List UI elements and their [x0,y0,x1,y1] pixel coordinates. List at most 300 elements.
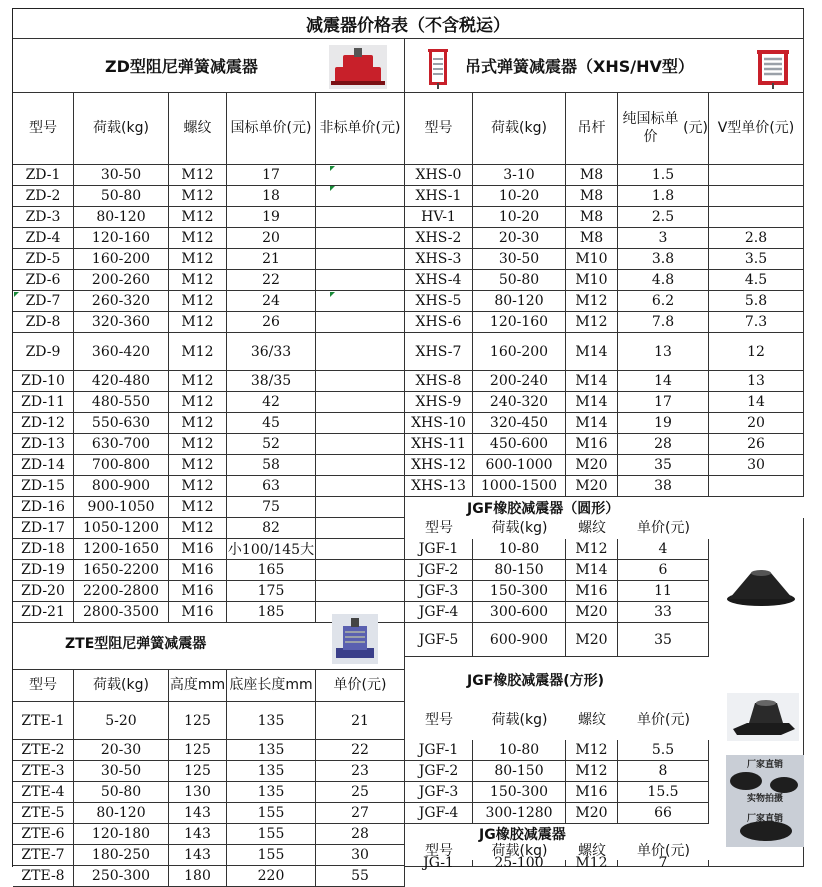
zd-row-cell [316,207,405,228]
zd-row-cell: 2800-3500 [74,602,169,623]
price-table [12,8,804,884]
zd-row-cell: 50-80 [74,186,169,207]
jgf-round-rubber-photo [725,565,797,607]
zd-row-cell: M12 [169,455,227,476]
xhs-row-cell: M10 [566,249,618,270]
xhs-row-cell: 10-20 [473,186,566,207]
jg-row-cell: M12 [566,860,618,867]
page-title: 减震器价格表（不含税运） [13,9,804,39]
zd-row-cell [316,581,405,602]
xhs-row-cell: 2.5 [618,207,709,228]
zd-row-cell [316,518,405,539]
header-label: (元) [286,119,312,136]
jgf-square-row-cell: M12 [566,761,618,782]
jgf-round-row-cell: 150-300 [473,581,566,602]
xhs-row-cell: XHS-7 [405,333,473,371]
xhs-row-cell: 1.5 [618,165,709,186]
zd-column-header [316,93,405,165]
zd-row-cell [316,476,405,497]
zte-row-cell: 20-30 [74,740,169,761]
zte-row-cell: 30-50 [74,761,169,782]
zd-row-cell: 1650-2200 [74,560,169,581]
zd-row-cell: 320-360 [74,312,169,333]
zd-row-cell: ZD-14 [13,455,74,476]
xhs-column-header [566,93,618,165]
zd-row-cell [316,413,405,434]
zd-row-cell: M12 [169,186,227,207]
jg-row-cell: JG-1 [405,860,473,867]
xhs-row-cell: 50-80 [473,270,566,291]
zte-column-header: 单价(元) [316,670,405,702]
zd-row-cell: ZD-3 [13,207,74,228]
zd-row-cell: M16 [169,539,227,560]
xhs-row-cell: XHS-2 [405,228,473,249]
jgf-square-column-header: 单价(元) [637,712,690,729]
jgf-round-column-header: 荷载(kg) [491,519,548,536]
zd-row-cell [316,497,405,518]
zd-row-cell: 38/35 [227,371,316,392]
xhs-row-cell: 6.2 [618,291,709,312]
zd-row-cell: 18 [227,186,316,207]
jg-row-cell: 7 [618,860,709,867]
zte-row-cell: 135 [227,782,316,803]
jgf-round-row-cell: 10-80 [473,539,566,560]
zd-row-cell: M12 [169,207,227,228]
zd-row-cell: ZD-21 [13,602,74,623]
zd-row-cell: 360-420 [74,333,169,371]
jgf-square-row-cell: 15.5 [618,782,709,803]
zd-row-cell: M16 [169,581,227,602]
zte-section-title: ZTE型阻尼弹簧减震器 [13,623,405,670]
zd-row-cell: 22 [227,270,316,291]
xhs-row-cell: 30 [709,455,804,476]
xhs-row-cell: M14 [566,333,618,371]
zte-row-cell: 23 [316,761,405,782]
jgf-round-row-cell: M16 [566,581,618,602]
xhs-row-cell: M8 [566,165,618,186]
zd-column-header [227,93,316,165]
zte-row-cell: 135 [227,702,316,740]
jgf-square-column-header: 荷载(kg) [491,712,548,729]
zd-row-cell: 21 [227,249,316,270]
zd-damper-photo [329,45,387,89]
zd-row-cell: ZD-18 [13,539,74,560]
jgf-round-section-title: JGF橡胶减震器（圆形） [467,500,620,517]
jgf-square-row-cell: M20 [566,803,618,824]
zte-row-cell: 55 [316,866,405,887]
zd-row-cell: M12 [169,165,227,186]
jgf-square-row-cell: JGF-3 [405,782,473,803]
xhs-row-cell: 2.8 [709,228,804,249]
jgf-round-row-cell: JGF-1 [405,539,473,560]
jgf-round-row-cell: 80-150 [473,560,566,581]
zd-row-cell: 550-630 [74,413,169,434]
xhs-row-cell: XHS-5 [405,291,473,312]
jgf-round-row-cell: M20 [566,623,618,657]
header-label: (元) [375,119,401,136]
jgf-square-row-cell: M12 [566,740,618,761]
header-label: (元) [769,119,795,136]
zd-row-cell: 75 [227,497,316,518]
xhs-row-cell: 5.8 [709,291,804,312]
xhs-row-cell [709,186,804,207]
xhs-row-cell: 20-30 [473,228,566,249]
zd-row-cell: ZD-6 [13,270,74,291]
zd-row-cell: 58 [227,455,316,476]
jgf-square-row-cell: JGF-4 [405,803,473,824]
zd-row-cell: M12 [169,413,227,434]
zd-row-cell: M12 [169,291,227,312]
zd-row-cell: 2200-2800 [74,581,169,602]
zd-row-cell: 165 [227,560,316,581]
zd-row-cell: M12 [169,476,227,497]
header-label: 型号 [424,119,453,136]
zte-row-cell: ZTE-8 [13,866,74,887]
zd-row-cell: M12 [169,228,227,249]
zd-row-cell: ZD-16 [13,497,74,518]
zte-row-cell: ZTE-5 [13,803,74,824]
zd-row-cell: M12 [169,371,227,392]
zd-row-cell: ZD-4 [13,228,74,249]
xhs-row-cell: 28 [618,434,709,455]
zte-row-cell: 21 [316,702,405,740]
zd-row-cell: ZD-13 [13,434,74,455]
xhs-row-cell: 13 [709,371,804,392]
photo-caption: 实物拍摄 [746,794,783,804]
zd-row-cell [316,270,405,291]
xhs-row-cell: M20 [566,476,618,497]
zd-row-cell [316,228,405,249]
xhs-row-cell: M10 [566,270,618,291]
jg-column-header: 荷载(kg) [491,842,548,859]
zd-row-cell: 200-260 [74,270,169,291]
header-label: 吊杆 [577,119,606,136]
jgf-round-row-cell: 35 [618,623,709,657]
zd-row-cell: M12 [169,249,227,270]
jgf-round-row-cell: 11 [618,581,709,602]
jgf-round-row-cell: JGF-4 [405,602,473,623]
xhs-row-cell: 600-1000 [473,455,566,476]
header-label: 纯国标单价 [622,111,679,145]
zd-row-cell: ZD-11 [13,392,74,413]
zd-row-cell [316,333,405,371]
jgf-square-row-cell: 5.5 [618,740,709,761]
xhs-row-cell: M8 [566,228,618,249]
jgf-round-row-cell: M20 [566,602,618,623]
zd-row-cell: M12 [169,333,227,371]
header-label: 螺纹 [183,119,212,136]
zte-row-cell: ZTE-6 [13,824,74,845]
jgf-round-row-cell: JGF-2 [405,560,473,581]
xhs-row-cell: XHS-1 [405,186,473,207]
zte-row-cell: 155 [227,803,316,824]
zte-row-cell: 143 [169,845,227,866]
xhs-hanger-photo-left [427,47,449,89]
zd-row-cell: ZD-9 [13,333,74,371]
zte-row-cell: 125 [169,740,227,761]
zd-row-cell [316,312,405,333]
header-label: 荷载(kg) [491,119,547,136]
zte-row-cell: ZTE-2 [13,740,74,761]
zd-row-cell: 30-50 [74,165,169,186]
header-label: 荷载(kg) [93,119,149,136]
xhs-row-cell: 4.5 [709,270,804,291]
zte-row-cell: 25 [316,782,405,803]
zd-row-cell [316,392,405,413]
xhs-row-cell: 450-600 [473,434,566,455]
xhs-row-cell: XHS-10 [405,413,473,434]
xhs-row-cell: XHS-8 [405,371,473,392]
xhs-row-cell: 14 [709,392,804,413]
zd-row-cell: 52 [227,434,316,455]
xhs-row-cell: 160-200 [473,333,566,371]
xhs-hanger-photo-right [755,47,791,89]
zte-row-cell: 125 [169,761,227,782]
jgf-round-row-cell: 4 [618,539,709,560]
jgf-square-row-cell: M16 [566,782,618,803]
comment-marker-icon [330,292,335,297]
xhs-row-cell: XHS-11 [405,434,473,455]
xhs-row-cell [709,207,804,228]
xhs-row-cell: 7.8 [618,312,709,333]
zd-row-cell: 1050-1200 [74,518,169,539]
xhs-row-cell: XHS-6 [405,312,473,333]
zd-row-cell: 260-320 [74,291,169,312]
zte-row-cell: 5-20 [74,702,169,740]
xhs-row-cell: 38 [618,476,709,497]
xhs-row-cell: 3.8 [618,249,709,270]
zd-row-cell [316,560,405,581]
zd-row-cell: ZD-15 [13,476,74,497]
xhs-row-cell: M14 [566,392,618,413]
zd-row-cell: 175 [227,581,316,602]
zd-row-cell: 26 [227,312,316,333]
zd-row-cell [316,539,405,560]
zd-row-cell: M16 [169,560,227,581]
zd-column-header [74,93,169,165]
jg-section-title: JG橡胶减震器 [479,826,566,843]
zd-row-cell: 42 [227,392,316,413]
zte-row-cell: 180 [169,866,227,887]
zd-row-cell: ZD-17 [13,518,74,539]
zd-row-cell: M12 [169,312,227,333]
zd-row-cell: ZD-8 [13,312,74,333]
zte-column-header: 型号 [13,670,74,702]
zd-row-cell: 80-120 [74,207,169,228]
photo-caption: 厂家直销 [746,760,783,770]
jgf-square-row-cell: 8 [618,761,709,782]
xhs-row-cell: M14 [566,371,618,392]
xhs-row-cell: HV-1 [405,207,473,228]
xhs-row-cell: 26 [709,434,804,455]
jgf-round-row-cell: JGF-3 [405,581,473,602]
xhs-row-cell: 1000-1500 [473,476,566,497]
jgf-square-row-cell: JGF-2 [405,761,473,782]
zd-row-cell: 420-480 [74,371,169,392]
zte-row-cell: ZTE-3 [13,761,74,782]
jgf-round-row-cell: M14 [566,560,618,581]
zd-row-cell: 63 [227,476,316,497]
xhs-row-cell: 10-20 [473,207,566,228]
xhs-row-cell: 320-450 [473,413,566,434]
jgf-square-row-cell: 300-1280 [473,803,566,824]
xhs-row-cell: 30-50 [473,249,566,270]
zte-row-cell: 135 [227,740,316,761]
xhs-row-cell: 4.8 [618,270,709,291]
xhs-row-cell: 1.8 [618,186,709,207]
xhs-row-cell: M14 [566,413,618,434]
zte-row-cell: 80-120 [74,803,169,824]
jg-column-header: 型号 [425,842,453,859]
zte-row-cell: 22 [316,740,405,761]
zd-row-cell: 1200-1650 [74,539,169,560]
zte-column-header: 荷载(kg) [74,670,169,702]
zd-row-cell: 480-550 [74,392,169,413]
jgf-round-column-header: 单价(元) [637,519,690,536]
jgf-round-column-header: 型号 [425,519,453,536]
zd-row-cell [316,249,405,270]
zd-row-cell: 160-200 [74,249,169,270]
zd-row-cell: 24 [227,291,316,312]
zd-row-cell: 120-160 [74,228,169,249]
zte-row-cell: 125 [169,702,227,740]
zte-row-cell: 28 [316,824,405,845]
zd-row-cell: 45 [227,413,316,434]
xhs-row-cell: 240-320 [473,392,566,413]
zte-row-cell: 143 [169,824,227,845]
jgf-round-row-cell: 600-900 [473,623,566,657]
jgf-round-row-cell: JGF-5 [405,623,473,657]
zd-section-title: ZD型阻尼弹簧减震器 [13,39,405,93]
jgf-square-row-cell: JGF-1 [405,740,473,761]
zd-column-header [13,93,74,165]
zd-row-cell: 20 [227,228,316,249]
zd-row-cell: 185 [227,602,316,623]
zte-row-cell: ZTE-4 [13,782,74,803]
xhs-row-cell: XHS-3 [405,249,473,270]
jgf-round-row-cell: 33 [618,602,709,623]
zd-row-cell: ZD-10 [13,371,74,392]
zd-row-cell: ZD-5 [13,249,74,270]
zte-row-cell: 135 [227,761,316,782]
zd-row-cell [316,455,405,476]
jg-column-header: 螺纹 [578,842,606,859]
xhs-row-cell: 13 [618,333,709,371]
zte-column-header: 底座长度mm [227,670,316,702]
header-label: 国标单价 [230,119,287,136]
zd-row-cell: M12 [169,518,227,539]
zd-row-cell: 82 [227,518,316,539]
xhs-row-cell: 14 [618,371,709,392]
zte-row-cell: 130 [169,782,227,803]
zd-row-cell: ZD-19 [13,560,74,581]
zd-row-cell: M12 [169,434,227,455]
zd-row-cell: M12 [169,270,227,291]
zd-row-cell: 630-700 [74,434,169,455]
zd-row-cell: ZD-12 [13,413,74,434]
zd-row-cell: ZD-7 [13,291,74,312]
xhs-row-cell: XHS-12 [405,455,473,476]
zte-damper-photo [332,614,378,664]
zte-row-cell: 180-250 [74,845,169,866]
xhs-row-cell: XHS-9 [405,392,473,413]
xhs-column-header [618,93,709,165]
xhs-row-cell: M20 [566,455,618,476]
zte-row-cell: 155 [227,845,316,866]
xhs-row-cell: M12 [566,291,618,312]
zd-row-cell: M12 [169,497,227,518]
comment-marker-icon [330,186,335,191]
jgf-square-section-title: JGF橡胶减震器(方形) [467,672,605,689]
zd-row-cell: 19 [227,207,316,228]
xhs-column-header [473,93,566,165]
zd-row-cell: 17 [227,165,316,186]
comment-marker-icon [14,292,19,297]
jgf-square-row-cell: 80-150 [473,761,566,782]
zd-row-cell: 700-800 [74,455,169,476]
comment-marker-icon [330,166,335,171]
zd-row-cell: M16 [169,602,227,623]
xhs-row-cell [709,165,804,186]
zd-row-cell: 36/33 [227,333,316,371]
xhs-row-cell: M8 [566,186,618,207]
factory-direct-photo [726,755,804,847]
xhs-row-cell: 12 [709,333,804,371]
zte-row-cell: 27 [316,803,405,824]
zte-row-cell: 220 [227,866,316,887]
zd-row-cell [316,434,405,455]
zd-row-cell: ZD-2 [13,186,74,207]
zd-row-cell: 800-900 [74,476,169,497]
xhs-row-cell: M12 [566,312,618,333]
jgf-round-row-cell: 300-600 [473,602,566,623]
xhs-row-cell: 120-160 [473,312,566,333]
zte-row-cell: 250-300 [74,866,169,887]
zd-row-cell [316,371,405,392]
xhs-row-cell [709,476,804,497]
xhs-row-cell: 3-10 [473,165,566,186]
jgf-square-column-header: 螺纹 [578,712,606,729]
xhs-row-cell: XHS-4 [405,270,473,291]
header-label: 型号 [29,119,57,136]
jg-row-cell: 25-100 [473,860,566,867]
xhs-column-header [709,93,804,165]
zte-row-cell: 143 [169,803,227,824]
jgf-round-column-header: 螺纹 [578,519,606,536]
xhs-row-cell: 200-240 [473,371,566,392]
header-label: 非标单价 [319,119,376,136]
jgf-square-row-cell: 10-80 [473,740,566,761]
zte-row-cell: ZTE-1 [13,702,74,740]
xhs-row-cell: 20 [709,413,804,434]
zd-row-cell: 900-1050 [74,497,169,518]
xhs-row-cell: 7.3 [709,312,804,333]
xhs-column-header [405,93,473,165]
zd-row-cell: M12 [169,392,227,413]
xhs-row-cell: XHS-0 [405,165,473,186]
zte-row-cell: ZTE-7 [13,845,74,866]
jgf-square-rubber-photo [727,693,799,741]
jgf-round-row-cell: M12 [566,539,618,560]
zte-row-cell: 155 [227,824,316,845]
zd-column-header [169,93,227,165]
xhs-row-cell: 3.5 [709,249,804,270]
zd-row-cell: ZD-20 [13,581,74,602]
xhs-row-cell: 35 [618,455,709,476]
photo-caption: 厂家直销 [746,814,783,824]
zte-row-cell: 50-80 [74,782,169,803]
zd-row-cell: ZD-1 [13,165,74,186]
